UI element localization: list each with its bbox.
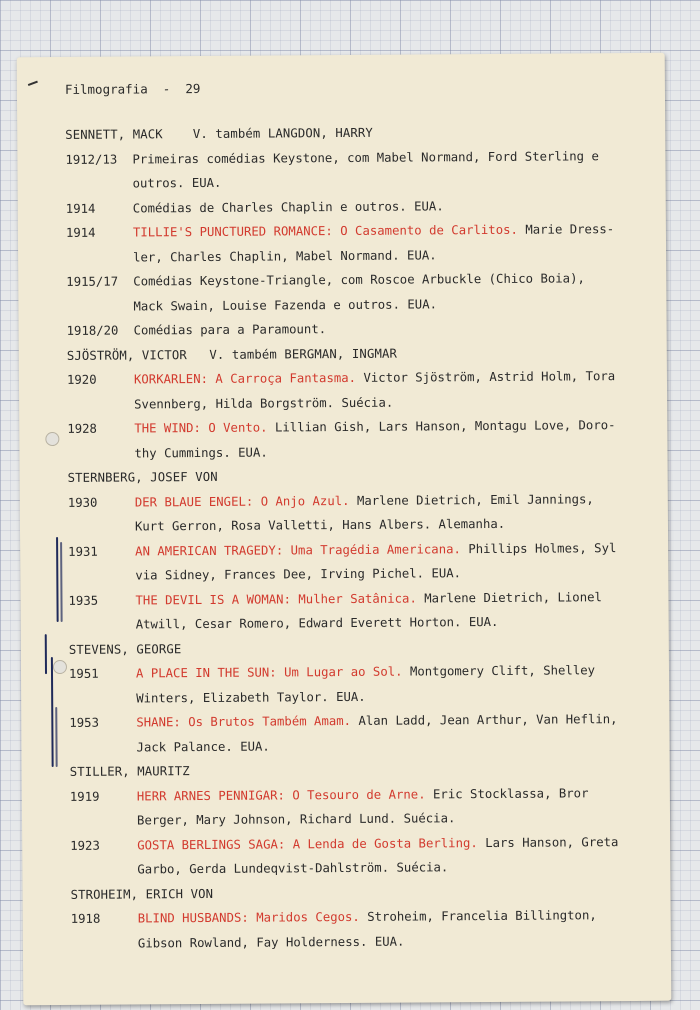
punch-hole	[53, 660, 67, 674]
film-title: THE DEVIL IS A WOMAN: Mulher Satânica.	[135, 590, 417, 607]
film-credits: Comédias Keystone-Triangle, com Roscoe Arbuckle (Chico Boia),	[133, 271, 585, 289]
film-entry	[68, 584, 648, 613]
film-description	[134, 315, 647, 343]
film-description	[138, 903, 651, 931]
film-title: HERR ARNES PENNIGAR: O Tesouro de Arne.	[136, 786, 426, 803]
film-description	[137, 829, 650, 857]
film-title: DER BLAUE ENGEL: O Anjo Azul.	[134, 493, 350, 509]
film-entry	[66, 217, 646, 246]
film-credits-continued: Atwill, Cesar Romero, Edward Everett Horton. EUA.	[135, 614, 499, 632]
film-credits-continued: via Sidney, Frances Dee, Irving Pichel. EUA.	[135, 566, 462, 583]
film-description	[133, 217, 646, 245]
film-entry	[67, 315, 647, 344]
film-year: 1912/13	[65, 152, 118, 167]
film-credits: Phillips Holmes, Syl	[460, 540, 617, 556]
page-header: Filmografia - 29	[64, 80, 201, 97]
film-credits-continued: Kurt Gerron, Rosa Valletti, Hans Albers. Alemanha.	[134, 516, 506, 534]
film-credits-continued: ler, Charles Chaplin, Mabel Normand. EUA.	[133, 247, 437, 264]
film-year: 1915/17	[66, 274, 119, 289]
film-credits: Montgomery Clift, Shelley	[402, 663, 596, 679]
film-description	[135, 584, 648, 612]
film-credits-continued: Garbo, Gerda Lundeqvist-Dahlström. Suécia.	[137, 860, 449, 877]
film-credits-continued: Winters, Elizabeth Taylor. EUA.	[136, 689, 366, 705]
film-description	[135, 486, 648, 514]
film-description	[136, 707, 649, 735]
film-credits-continued: Gibson Rowland, Fay Holderness. EUA.	[137, 934, 405, 950]
film-credits: Eric Stocklassa, Bror	[425, 785, 589, 801]
film-description	[137, 780, 650, 808]
film-year: 1930	[67, 495, 98, 510]
corner-tick-mark	[28, 81, 40, 92]
film-title: AN AMERICAN TRAGEDY: Uma Tragédia Americana.	[135, 541, 461, 558]
person-heading: SJÖSTRÖM, VICTOR V. também BERGMAN, INGMAR	[66, 346, 397, 363]
film-entry	[67, 364, 647, 393]
film-entry	[70, 780, 650, 809]
film-description	[136, 658, 649, 686]
margin-pen-mark	[60, 542, 63, 622]
film-year: 1914	[65, 225, 96, 240]
person-heading: STEVENS, GEORGE	[68, 641, 182, 657]
film-credits-continued: thy Cummings. EUA.	[134, 445, 268, 460]
film-description	[135, 535, 648, 563]
film-year: 1919	[69, 789, 100, 804]
film-year: 1935	[68, 593, 99, 608]
film-credits: Marie Dress-	[517, 222, 615, 237]
film-entry	[69, 707, 649, 736]
film-credits-continued: Jack Palance. EUA.	[136, 739, 270, 754]
person-heading: STROHEIM, ERICH VON	[70, 886, 214, 902]
film-entry	[69, 658, 649, 687]
person-heading: STILLER, MAURITZ	[69, 764, 190, 779]
film-title: SHANE: Os Brutos Também Amam.	[136, 713, 352, 730]
film-year: 1918	[70, 911, 101, 926]
film-year: 1920	[66, 372, 97, 387]
film-credits: Comédias para a Paramount.	[133, 322, 327, 338]
margin-pen-mark	[55, 707, 57, 767]
film-credits: Victor Sjöström, Astrid Holm, Tora	[356, 369, 616, 385]
film-year: 1951	[68, 666, 99, 681]
margin-pen-mark	[51, 657, 54, 767]
film-credits-continued: Berger, Mary Johnson, Richard Lund. Suécia.	[136, 811, 456, 828]
punch-hole	[45, 432, 59, 446]
film-title: GOSTA BERLINGS SAGA: A Lenda de Gosta Berling.	[137, 835, 478, 852]
film-credits: Lars Hanson, Greta	[477, 834, 619, 850]
film-title: TILLIE'S PUNCTURED ROMANCE: O Casamento de Carlitos.	[132, 222, 518, 240]
film-year: 1914	[65, 201, 96, 216]
film-year: 1918/20	[66, 323, 119, 338]
film-credits: Comédias de Charles Chaplin e outros. EUA.	[132, 198, 444, 215]
film-year: 1928	[67, 421, 97, 436]
film-year: 1953	[69, 715, 100, 730]
film-entry	[66, 266, 646, 295]
margin-pen-mark	[56, 537, 59, 622]
person-heading: SENNETT, MACK V. também LANGDON, HARRY	[65, 125, 373, 142]
film-title: A PLACE IN THE SUN: Um Lugar ao Sol.	[135, 664, 403, 681]
film-entry	[70, 829, 650, 858]
film-credits: Marlene Dietrich, Emil Jannings,	[349, 491, 594, 508]
margin-pen-mark	[45, 634, 47, 674]
film-credits: Primeiras comédias Keystone, com Mabel Normand, Ford Sterling e	[132, 148, 599, 166]
film-description	[134, 413, 647, 441]
film-credits: Alan Ladd, Jean Arthur, Van Heflin,	[350, 712, 618, 728]
film-credits: Stroheim, Francelia Billington,	[359, 908, 597, 924]
person-heading: STERNBERG, JOSEF VON	[67, 469, 218, 485]
film-year: 1931	[68, 544, 98, 559]
film-title: THE WIND: O Vento.	[134, 420, 268, 436]
film-credits: Marlene Dietrich, Lionel	[416, 589, 602, 605]
filmography-list	[65, 119, 651, 956]
film-entry	[68, 486, 648, 515]
film-title: KORKARLEN: A Carroça Fantasma.	[133, 370, 357, 387]
film-entry	[65, 143, 645, 172]
film-year: 1923	[70, 838, 100, 853]
film-entry	[71, 903, 651, 932]
film-description	[134, 364, 647, 392]
film-entry	[67, 413, 647, 442]
film-entry	[68, 535, 648, 564]
film-description	[133, 266, 646, 294]
film-credits-continued: Svennberg, Hilda Borgström. Suécia.	[134, 395, 394, 411]
film-credits-continued: Mack Swain, Louise Fazenda e outros. EUA.	[133, 296, 438, 313]
film-description	[132, 143, 645, 171]
film-credits-continued: outros. EUA.	[132, 175, 222, 191]
film-title: BLIND HUSBANDS: Maridos Cegos.	[137, 909, 360, 926]
typed-page	[17, 53, 672, 1006]
film-credits: Lillian Gish, Lars Hanson, Montagu Love, Doro-	[267, 418, 616, 435]
film-description	[133, 192, 646, 220]
